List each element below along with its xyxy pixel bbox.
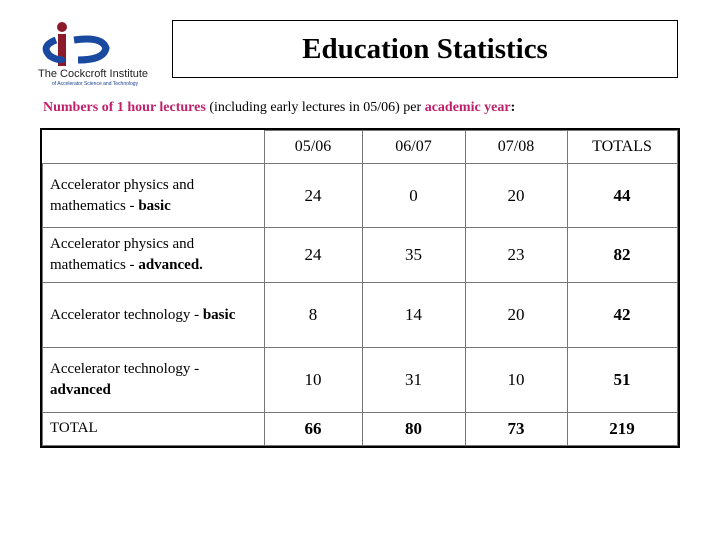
logo-name: The Cockcroft Institute (38, 68, 149, 80)
row-total: 44 (567, 164, 677, 228)
table-row (43, 164, 678, 228)
cell: 20 (465, 283, 567, 348)
subtitle (43, 100, 515, 116)
cell: 23 (465, 228, 567, 283)
column-header: 07/08 (465, 131, 567, 164)
total-row (43, 413, 678, 446)
cell: 8 (264, 283, 362, 348)
cell: 31 (362, 348, 465, 413)
subtitle-highlight: academic year (424, 100, 511, 115)
cell: 0 (362, 164, 465, 228)
cell: 24 (264, 164, 362, 228)
page-title: Education Statistics (172, 20, 678, 78)
total-cell: 73 (465, 413, 567, 446)
cell: 24 (264, 228, 362, 283)
logo-mark-icon (34, 18, 158, 68)
logo-tagline: of Accelerator Science and Technology (52, 81, 139, 87)
cell: 35 (362, 228, 465, 283)
cell: 10 (264, 348, 362, 413)
column-header: TOTALS (567, 131, 677, 164)
subtitle-colon: : (510, 100, 516, 115)
lectures-table (42, 130, 678, 446)
total-cell: 66 (264, 413, 362, 446)
row-label: Accelerator technology - basic (43, 283, 265, 348)
table-row (43, 283, 678, 348)
subtitle-text: (including early lectures in 05/06) per (205, 100, 425, 115)
column-header: 05/06 (264, 131, 362, 164)
table-header-row (43, 131, 678, 164)
subtitle-highlight: Numbers of 1 hour lectures (43, 100, 206, 115)
grand-total: 219 (567, 413, 677, 446)
row-label: Accelerator technology - advanced (43, 348, 265, 413)
table-row (43, 348, 678, 413)
header-empty (43, 131, 265, 164)
row-label: Accelerator physics and mathematics - advanced. (43, 228, 265, 283)
total-cell: 80 (362, 413, 465, 446)
row-total: 42 (567, 283, 677, 348)
cockcroft-logo (34, 18, 158, 90)
row-total: 82 (567, 228, 677, 283)
row-total: 51 (567, 348, 677, 413)
cell: 14 (362, 283, 465, 348)
cell: 20 (465, 164, 567, 228)
cell: 10 (465, 348, 567, 413)
table-row (43, 228, 678, 283)
column-header: 06/07 (362, 131, 465, 164)
total-label: TOTAL (43, 413, 265, 446)
row-label: Accelerator physics and mathematics - basic (43, 164, 265, 228)
